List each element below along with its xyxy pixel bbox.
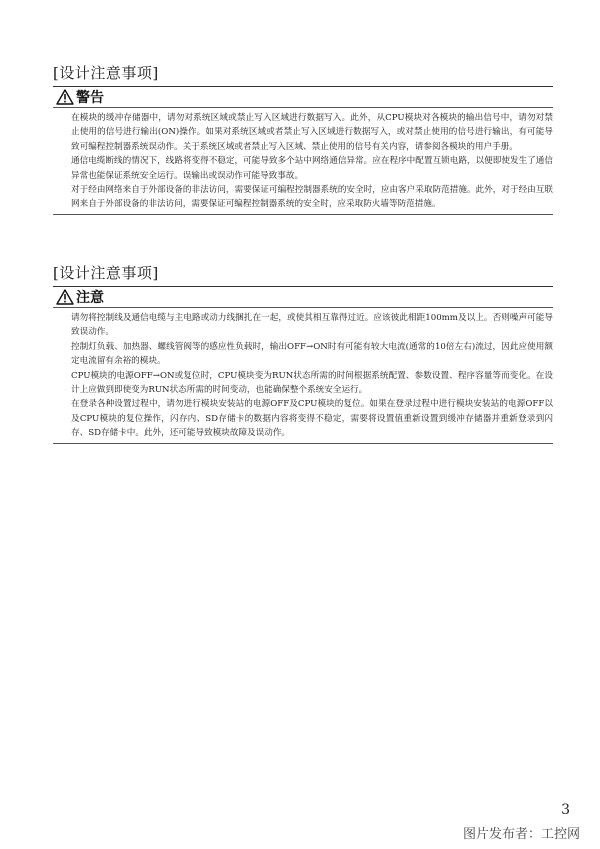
- caution-label: 注意: [76, 290, 104, 306]
- caution-items: [53, 308, 553, 441]
- warning-header: [53, 86, 553, 108]
- caution-item: 请勿将控制线及通信电缆与主电路或动力线捆扎在一起，或使其相互靠得过近。应该彼此相距100mm及以上。否则噪声可能导致误动作。: [71, 313, 553, 338]
- warning-section: [53, 64, 553, 215]
- warning-item: 通信电缆断线的情况下，线路将变得不稳定，可能导致多个站中网络通信异常。应在程序中配置互锁电路，以便即使发生了通信异常也能保证系统安全运行。误输出或误动作可能导致事故。: [71, 156, 553, 181]
- caution-triangle-icon: [56, 289, 74, 305]
- section-title: [设计注意事项]: [53, 64, 159, 82]
- section-title: [设计注意事项]: [53, 264, 159, 282]
- page-number: 3: [561, 802, 570, 818]
- caution-item: 控制灯负载、加热器、螺线管阀等的感应性负载时，输出OFF→ON时有可能有较大电流(通常的10倍左右)流过，因此应使用额定电流留有余裕的模块。: [71, 341, 553, 367]
- warning-item: 在模块的缓冲存储器中，请勿对系统区域或禁止写入区域进行数据写入。此外，从CPU模块对各模块的输出信号中，请勿对禁止使用的信号进行输出(ON)操作。如果对系统区域或者禁止写入区域进行数据写入，或对禁止使用的信号进行输出，有可能导致可编程控制器系统误动作。关于系统区域或者禁止写入区域、禁止使用的信号有关内容，请参阅各模块的用户手册。: [71, 113, 553, 152]
- divider: [53, 443, 553, 444]
- caution-item: 在登录各种设置过程中，请勿进行模块安装站的电源OFF及CPU模块的复位。如果在登录过程中进行模块安装站的电源OFF以及CPU模块的复位操作，闪存内、SD存储卡的数据内容将变得不稳定，需要将设置值重新设置到缓冲存储器并重新登录到闪存、SD存储卡中。此外，还可能导致模块故障及误动作。: [71, 399, 553, 439]
- watermark: 图片发布者：工控网: [462, 827, 580, 842]
- warning-label: 警告: [76, 90, 104, 106]
- caution-item: CPU模块的电源OFF→ON或复位时，CPU模块变为RUN状态所需的时间根据系统配置、参数设置、程序容量等而变化。在设计上应做到即使变为RUN状态所需的时间变动，也能确保整个系统安全运行。: [71, 370, 553, 396]
- warning-items: [53, 108, 553, 212]
- warning-triangle-icon: [56, 89, 74, 105]
- caution-section: [53, 264, 553, 444]
- warning-item: 对于经由网络来自于外部设备的非法访问，需要保证可编程控制器系统的安全时，应由客户采取防范措施。此外，对于经由互联网来自于外部设备的非法访问，需要保证可编程控制器系统的安全时，应采取防火墙等防范措施。: [71, 185, 553, 210]
- divider: [53, 214, 553, 215]
- caution-header: [53, 286, 553, 308]
